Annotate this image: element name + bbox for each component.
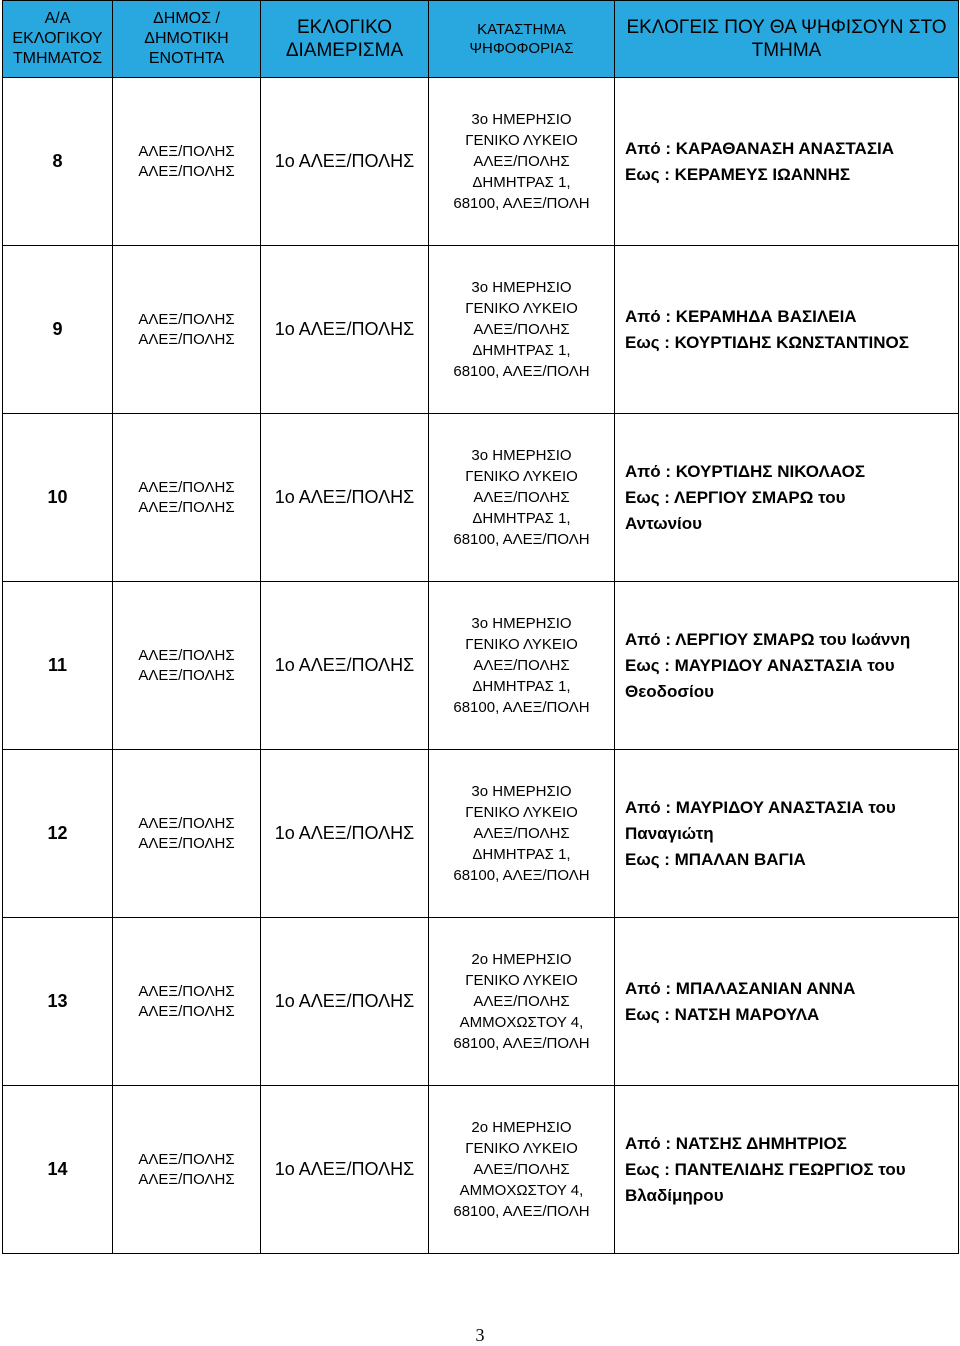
section-number: 13 (3, 918, 113, 1086)
cell-line: Από : ΜΑΥΡΙΔΟΥ ΑΝΑΣΤΑΣΙΑ του (625, 797, 896, 817)
header-line: ΔΙΑΜΕΡΙΣΜΑ (285, 40, 404, 61)
municipality-cell (113, 750, 261, 918)
section-number: 14 (3, 1086, 113, 1254)
cell-line: ΑΛΕΞ/ΠΟΛΗΣ (138, 1002, 235, 1020)
polling-store-cell (429, 582, 615, 750)
cell-line: 3ο ΗΜΕΡΗΣΙΟ (471, 279, 572, 296)
cell-line: ΑΛΕΞ/ΠΟΛΗΣ (138, 1170, 235, 1188)
section-number: 9 (3, 246, 113, 414)
polling-store-cell (429, 246, 615, 414)
section-number: 12 (3, 750, 113, 918)
cell-line: ΔΗΜΗΤΡΑΣ 1, (472, 510, 571, 527)
cell-line: Από : ΚΑΡΑΘΑΝΑΣΗ ΑΝΑΣΤΑΣΙΑ (625, 138, 895, 158)
section-number: 8 (3, 78, 113, 246)
cell-line: ΓΕΝΙΚΟ ΛΥΚΕΙΟ (465, 468, 578, 485)
cell-line: 68100, ΑΛΕΞ/ΠΟΛΗ (453, 195, 590, 212)
cell-line: Από : ΜΠΑΛΑΣΑΝΙΑΝ ΑΝΝΑ (625, 978, 856, 998)
cell-line: ΔΗΜΗΤΡΑΣ 1, (472, 678, 571, 695)
cell-line: ΑΜΜΟΧΩΣΤΟΥ 4, (459, 1014, 584, 1031)
cell-line: 68100, ΑΛΕΞ/ΠΟΛΗ (453, 699, 590, 716)
voters-range-cell (615, 414, 959, 582)
cell-line: 68100, ΑΛΕΞ/ΠΟΛΗ (453, 867, 590, 884)
polling-store-cell (429, 414, 615, 582)
cell-line: ΑΛΕΞ/ΠΟΛΗΣ (473, 1161, 570, 1178)
header-store (429, 1, 615, 78)
cell-line: ΑΛΕΞ/ΠΟΛΗΣ (138, 498, 235, 516)
table-row (3, 750, 959, 918)
table-row (3, 1086, 959, 1254)
section-number: 11 (3, 582, 113, 750)
cell-line: ΑΛΕΞ/ΠΟΛΗΣ (138, 646, 235, 664)
cell-line: ΑΛΕΞ/ΠΟΛΗΣ (138, 1150, 235, 1168)
cell-line: Από : ΛΕΡΓΙΟΥ ΣΜΑΡΩ του Ιωάννη (625, 629, 911, 649)
cell-line: ΑΛΕΞ/ΠΟΛΗΣ (473, 657, 570, 674)
district-cell: 1ο ΑΛΕΞ/ΠΟΛΗΣ (261, 1086, 429, 1254)
cell-line: 3ο ΗΜΕΡΗΣΙΟ (471, 615, 572, 632)
header-line: ΚΑΤΑΣΤΗΜΑ (477, 21, 566, 38)
cell-line: Αντωνίου (625, 513, 703, 533)
header-line: ΔΗΜΟΤΙΚΗ (144, 30, 229, 47)
table-body (3, 78, 959, 1254)
header-aa (3, 1, 113, 78)
cell-line: ΑΛΕΞ/ΠΟΛΗΣ (138, 142, 235, 160)
section-number: 10 (3, 414, 113, 582)
cell-line: Εως : ΚΕΡΑΜΕΥΣ ΙΩΑΝΝΗΣ (625, 164, 851, 184)
cell-line: 2ο ΗΜΕΡΗΣΙΟ (471, 1119, 572, 1136)
polling-store-cell (429, 1086, 615, 1254)
municipality-cell (113, 414, 261, 582)
cell-line: ΑΛΕΞ/ΠΟΛΗΣ (138, 478, 235, 496)
polling-store-cell (429, 78, 615, 246)
cell-line: ΑΛΕΞ/ΠΟΛΗΣ (138, 162, 235, 180)
header-line: ΕΚΛΟΓΙΚΟΥ (12, 30, 103, 47)
cell-line: Βλαδίμηρου (625, 1185, 724, 1205)
header-line: ΤΜΗΜΑ (751, 40, 822, 61)
cell-line: ΑΛΕΞ/ΠΟΛΗΣ (138, 310, 235, 328)
header-line: ΔΗΜΟΣ / (153, 10, 220, 27)
table-row (3, 414, 959, 582)
cell-line: Παναγιώτη (625, 823, 714, 843)
table-row (3, 246, 959, 414)
polling-store-cell (429, 918, 615, 1086)
cell-line: ΑΛΕΞ/ΠΟΛΗΣ (138, 834, 235, 852)
cell-line: 2ο ΗΜΕΡΗΣΙΟ (471, 951, 572, 968)
municipality-cell (113, 582, 261, 750)
municipality-cell (113, 78, 261, 246)
cell-line: ΑΛΕΞ/ΠΟΛΗΣ (473, 993, 570, 1010)
district-cell: 1ο ΑΛΕΞ/ΠΟΛΗΣ (261, 918, 429, 1086)
cell-line: Εως : ΠΑΝΤΕΛΙΔΗΣ ΓΕΩΡΓΙΟΣ του (625, 1159, 906, 1179)
district-cell: 1ο ΑΛΕΞ/ΠΟΛΗΣ (261, 246, 429, 414)
polling-stations-table (2, 0, 959, 1254)
cell-line: ΑΛΕΞ/ΠΟΛΗΣ (138, 666, 235, 684)
district-cell: 1ο ΑΛΕΞ/ΠΟΛΗΣ (261, 582, 429, 750)
header-line: ΕΚΛΟΓΕΙΣ ΠΟΥ ΘΑ ΨΗΦΙΣΟΥΝ ΣΤΟ (626, 17, 947, 38)
cell-line: ΑΛΕΞ/ΠΟΛΗΣ (473, 489, 570, 506)
voters-range-cell (615, 750, 959, 918)
cell-line: 3ο ΗΜΕΡΗΣΙΟ (471, 783, 572, 800)
voters-range-cell (615, 78, 959, 246)
cell-line: ΓΕΝΙΚΟ ΛΥΚΕΙΟ (465, 636, 578, 653)
district-cell: 1ο ΑΛΕΞ/ΠΟΛΗΣ (261, 78, 429, 246)
voters-range-cell (615, 918, 959, 1086)
municipality-cell (113, 918, 261, 1086)
cell-line: Εως : ΜΠΑΛΑΝ ΒΑΓΙΑ (625, 849, 806, 869)
cell-line: ΓΕΝΙΚΟ ΛΥΚΕΙΟ (465, 300, 578, 317)
cell-line: Από : ΚΕΡΑΜΗΔΑ ΒΑΣΙΛΕΙΑ (625, 306, 857, 326)
cell-line: ΓΕΝΙΚΟ ΛΥΚΕΙΟ (465, 1140, 578, 1157)
cell-line: ΔΗΜΗΤΡΑΣ 1, (472, 174, 571, 191)
cell-line: ΑΛΕΞ/ΠΟΛΗΣ (138, 814, 235, 832)
voters-range-cell (615, 1086, 959, 1254)
cell-line: 68100, ΑΛΕΞ/ΠΟΛΗ (453, 1203, 590, 1220)
cell-line: ΑΜΜΟΧΩΣΤΟΥ 4, (459, 1182, 584, 1199)
header-line: ΤΜΗΜΑΤΟΣ (12, 50, 103, 67)
page-number: 3 (475, 1325, 485, 1345)
cell-line: 3ο ΗΜΕΡΗΣΙΟ (471, 447, 572, 464)
header-voters (615, 1, 959, 78)
municipality-cell (113, 246, 261, 414)
cell-line: 3ο ΗΜΕΡΗΣΙΟ (471, 111, 572, 128)
district-cell: 1ο ΑΛΕΞ/ΠΟΛΗΣ (261, 414, 429, 582)
cell-line: 68100, ΑΛΕΞ/ΠΟΛΗ (453, 1035, 590, 1052)
header-district (261, 1, 429, 78)
cell-line: Από : ΝΑΤΣΗΣ ΔΗΜΗΤΡΙΟΣ (625, 1133, 847, 1153)
cell-line: ΑΛΕΞ/ΠΟΛΗΣ (138, 330, 235, 348)
cell-line: Θεοδοσίου (625, 681, 715, 701)
header-municipality (113, 1, 261, 78)
cell-line: ΓΕΝΙΚΟ ΛΥΚΕΙΟ (465, 132, 578, 149)
cell-line: ΓΕΝΙΚΟ ΛΥΚΕΙΟ (465, 972, 578, 989)
header-line: ΕΚΛΟΓΙΚΟ (296, 17, 393, 38)
cell-line: 68100, ΑΛΕΞ/ΠΟΛΗ (453, 363, 590, 380)
header-line: Α/Α (44, 10, 71, 27)
cell-line: ΑΛΕΞ/ΠΟΛΗΣ (473, 153, 570, 170)
voters-range-cell (615, 246, 959, 414)
cell-line: 68100, ΑΛΕΞ/ΠΟΛΗ (453, 531, 590, 548)
table-row (3, 78, 959, 246)
cell-line: ΓΕΝΙΚΟ ΛΥΚΕΙΟ (465, 804, 578, 821)
cell-line: Εως : ΛΕΡΓΙΟΥ ΣΜΑΡΩ του (625, 487, 846, 507)
polling-store-cell (429, 750, 615, 918)
cell-line: Εως : ΜΑΥΡΙΔΟΥ ΑΝΑΣΤΑΣΙΑ του (625, 655, 895, 675)
voters-range-cell (615, 582, 959, 750)
header-line: ΕΝΟΤΗΤΑ (148, 50, 225, 67)
cell-line: Εως : ΝΑΤΣΗ ΜΑΡΟΥΛΑ (625, 1004, 820, 1024)
cell-line: ΔΗΜΗΤΡΑΣ 1, (472, 342, 571, 359)
header-row (3, 1, 959, 78)
table-row (3, 582, 959, 750)
header-line: ΨΗΦΟΦΟΡΙΑΣ (469, 40, 574, 57)
cell-line: ΔΗΜΗΤΡΑΣ 1, (472, 846, 571, 863)
cell-line: ΑΛΕΞ/ΠΟΛΗΣ (138, 982, 235, 1000)
table-row (3, 918, 959, 1086)
cell-line: ΑΛΕΞ/ΠΟΛΗΣ (473, 825, 570, 842)
municipality-cell (113, 1086, 261, 1254)
cell-line: Από : ΚΟΥΡΤΙΔΗΣ ΝΙΚΟΛΑΟΣ (625, 461, 866, 481)
cell-line: ΑΛΕΞ/ΠΟΛΗΣ (473, 321, 570, 338)
district-cell: 1ο ΑΛΕΞ/ΠΟΛΗΣ (261, 750, 429, 918)
cell-line: Εως : ΚΟΥΡΤΙΔΗΣ ΚΩΝΣΤΑΝΤΙΝΟΣ (625, 332, 909, 352)
